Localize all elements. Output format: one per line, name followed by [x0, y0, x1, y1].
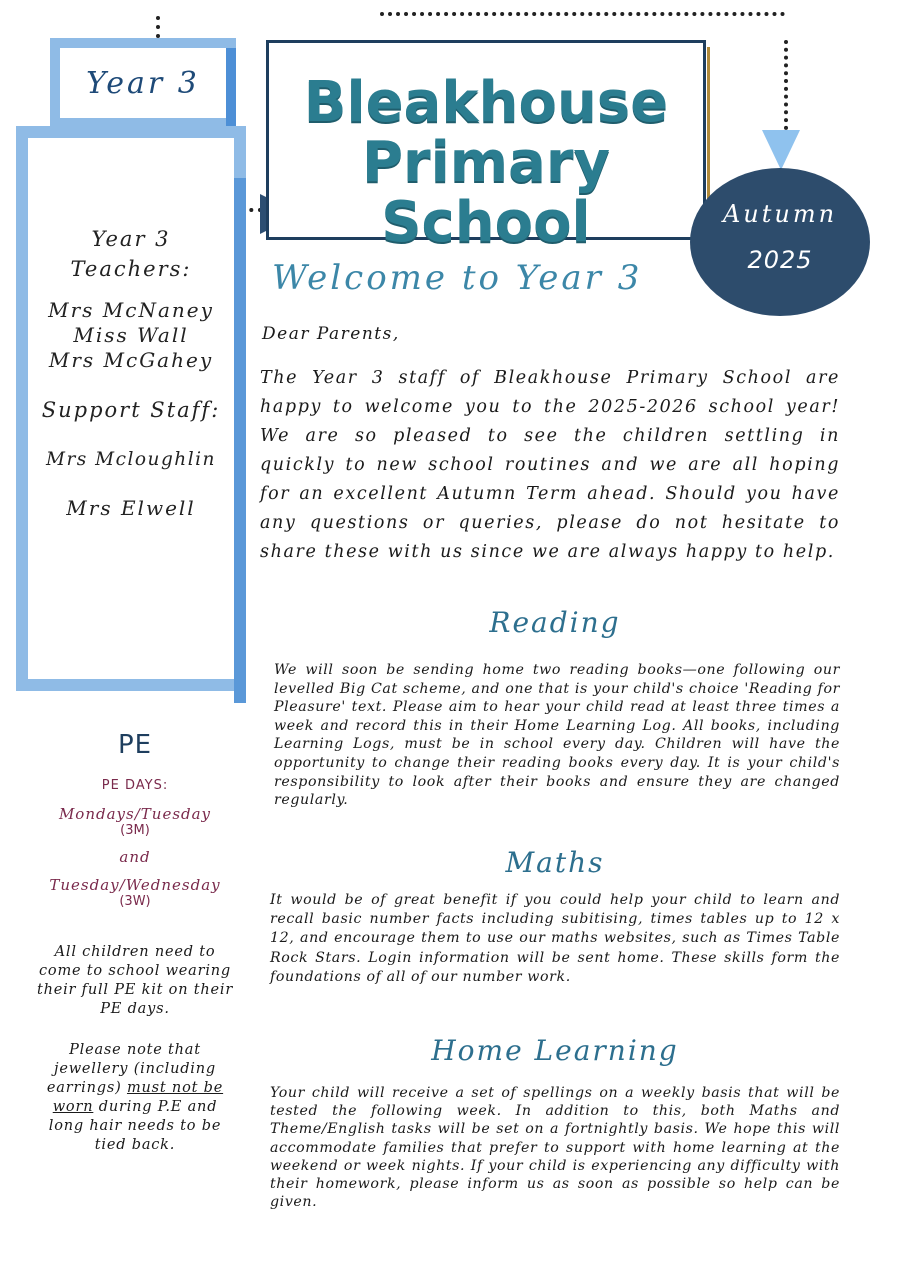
home-learning-heading: Home Learning [431, 1034, 679, 1067]
year-tab [50, 38, 236, 128]
reading-paragraph: We will soon be sending home two reading books—one following our levelled Big Cat scheme, and one that is your child's choice 'Reading for Pleasure' text. Please aim to hear your child read at least three times a week and record this in their Home Learning Log. All books, including Learning Logs, must be in school every day. Children will have the opportunity to change their reading books every day. It is your child's responsibility to look after their books and ensure they are changed regularly. [274, 662, 840, 809]
reading-heading: Reading [489, 606, 621, 639]
school-name-line2: Primary School [361, 130, 611, 255]
school-name-line1: Bleakhouse [303, 70, 669, 135]
teachers-heading-line1: Year 3 [91, 227, 171, 251]
dotted-connector-right [784, 40, 788, 130]
pe-class2: (3W) [119, 894, 151, 909]
maths-heading: Maths [505, 846, 605, 879]
teachers-heading-line2: Teachers: [70, 257, 192, 281]
season-badge [690, 168, 870, 316]
pe-jewellery-note-post: during P.E and long hair needs to be tied back. [48, 1099, 222, 1153]
pe-section [20, 730, 250, 1155]
pe-days-label: PE DAYS: [101, 778, 169, 793]
season-label: Autumn [722, 200, 838, 228]
pe-class1: (3M) [120, 823, 150, 838]
pe-class1-days: Mondays/Tuesday [58, 805, 212, 823]
teacher-name: Mrs McNaney [48, 298, 214, 322]
intro-paragraph: The Year 3 staff of Bleakhouse Primary School are happy to welcome you to the 2025-2026 school year! We are so pleased to see the children settling in quickly to new school routines and we are all hoping for an excellent Autumn Term ahead. Should you have any questions or queries, please do not hesitate to share these with us since we are always happy to help. [260, 368, 840, 562]
maths-paragraph: It would be of great benefit if you could help your child to learn and recall basic number facts including subitising, times tables up to 12 x 12, and encourage them to use our maths websites, such as Times Table Rock Stars. Login information will be sent home. These skills form the foundations of all of our number work. [270, 892, 840, 985]
support-staff-name: Mrs Elwell [66, 496, 196, 520]
pe-heading: PE [117, 730, 153, 760]
welcome-title: Welcome to Year 3 [272, 258, 643, 298]
support-staff-name: Mrs Mcloughlin [46, 449, 216, 470]
pe-jewellery-note [35, 1041, 235, 1155]
home-learning-paragraph: Your child will receive a set of spellings on a weekly basis that will be tested the following week. In addition to this, both Maths and Theme/English tasks will be set on a fortnightly basis. We hope this will accommodate families that prefer to support with home learning at the weekend or week nights. If your child is experiencing any difficulty with their homework, please inform us as soon as possible so help can be given. [270, 1085, 840, 1211]
school-title-box [266, 40, 706, 255]
greeting: Dear Parents, [262, 324, 400, 344]
arrow-down-icon [762, 130, 800, 170]
pe-class2-days: Tuesday/Wednesday [49, 876, 221, 894]
teacher-name: Mrs McGahey [48, 348, 214, 372]
season-year: 2025 [747, 246, 813, 274]
pe-jewellery-note-must: must not be worn [52, 1080, 224, 1115]
pe-and: and [119, 848, 151, 866]
dotted-connector-top [380, 12, 785, 16]
support-staff-heading: Support Staff: [41, 398, 221, 422]
year-tab-label: Year 3 [86, 65, 200, 101]
pe-jewellery-note-pre: Please note that jewellery (including earrings) [46, 1042, 216, 1096]
pe-kit-note: All children need to come to school wearing their full PE kit on their PE days. [36, 944, 234, 1017]
teacher-panel [16, 126, 246, 691]
teacher-name: Miss Wall [73, 323, 189, 347]
panel-shadow [234, 178, 246, 703]
dotted-connector-left [156, 16, 160, 38]
